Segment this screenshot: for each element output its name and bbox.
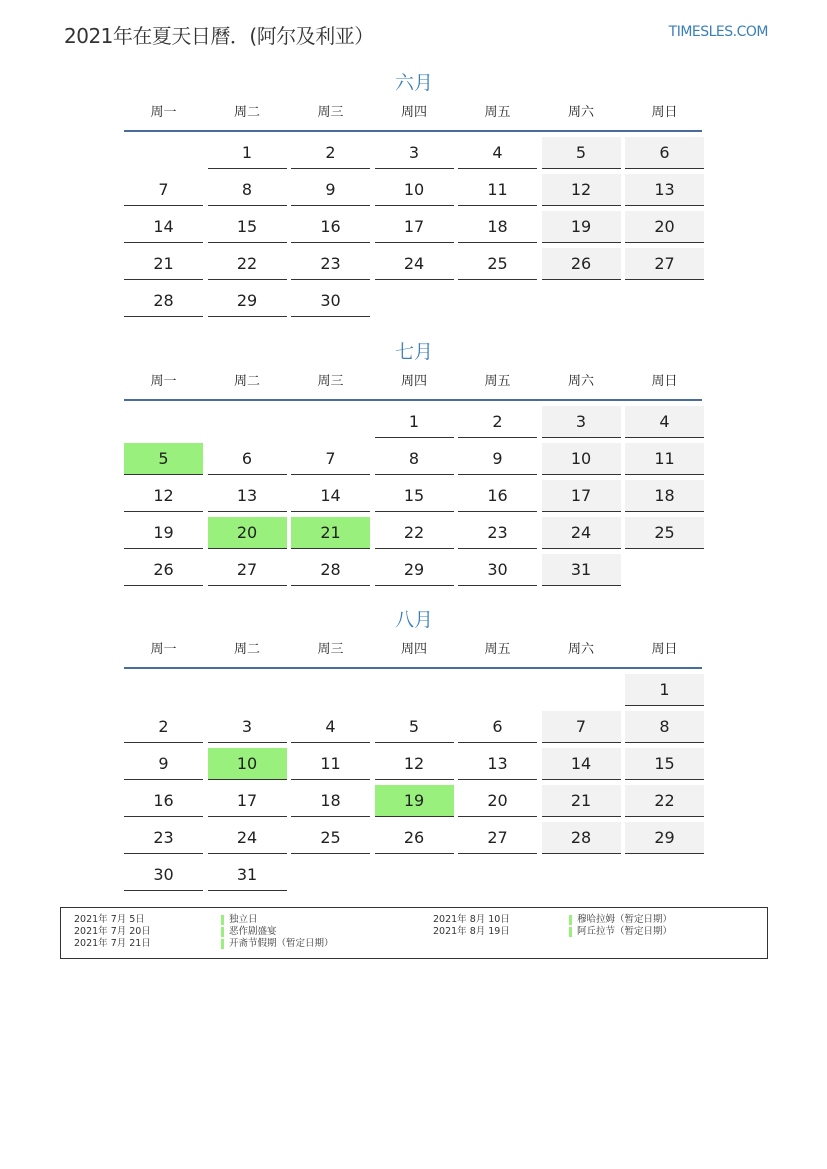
- weekday-label: 周日: [651, 642, 678, 657]
- day-cell: 3: [208, 711, 287, 743]
- weekday-label: 周五: [484, 374, 511, 389]
- day-cell: 18: [458, 211, 537, 243]
- day-cell: 12: [542, 174, 621, 206]
- legend-date: 2021年 8月 19日: [433, 926, 510, 937]
- day-cell: 13: [625, 174, 704, 206]
- month-july: [124, 337, 704, 586]
- day-cell: 19: [124, 517, 203, 549]
- month-title: 六月: [394, 72, 433, 94]
- day-cell: 4: [458, 137, 537, 169]
- day-cell: 27: [458, 822, 537, 854]
- day-cell: 22: [208, 248, 287, 280]
- holiday-marker: [569, 915, 572, 925]
- day-cell: 29: [208, 285, 287, 317]
- day-cell: 16: [458, 480, 537, 512]
- day-cell: 16: [291, 211, 370, 243]
- legend-name: 独立日: [229, 914, 258, 925]
- day-cell: 13: [458, 748, 537, 780]
- day-cell: 13: [208, 480, 287, 512]
- day-cell: 7: [291, 443, 370, 475]
- weekday-label: 周二: [233, 642, 260, 657]
- day-cell: 9: [458, 443, 537, 475]
- day-cell: 6: [208, 443, 287, 475]
- day-cell: 1: [625, 674, 704, 706]
- weekday-label: 周日: [651, 374, 678, 389]
- empty-cell: [375, 674, 454, 705]
- holiday-marker: [221, 927, 224, 937]
- empty-cell: [124, 406, 203, 437]
- day-grid: [124, 406, 704, 586]
- day-cell: 10: [375, 174, 454, 206]
- day-cell: 27: [625, 248, 704, 280]
- month-august: [124, 605, 704, 891]
- day-cell: 1: [208, 137, 287, 169]
- day-cell: 9: [291, 174, 370, 206]
- day-cell: 18: [291, 785, 370, 817]
- legend-name: 穆哈拉姆（暂定日期）: [577, 914, 673, 925]
- weekday-label: 周一: [150, 642, 177, 657]
- legend-name: 阿丘拉节（暂定日期）: [577, 926, 673, 937]
- day-cell: 25: [458, 248, 537, 280]
- legend-item: [221, 914, 258, 926]
- day-cell: 27: [208, 554, 287, 586]
- weekday-label: 周二: [233, 374, 260, 389]
- day-cell: 15: [375, 480, 454, 512]
- day-cell: 3: [375, 137, 454, 169]
- day-cell: 21: [542, 785, 621, 817]
- day-cell: 23: [291, 248, 370, 280]
- day-cell: 20: [458, 785, 537, 817]
- holiday-marker: [569, 927, 572, 937]
- day-cell: 24: [375, 248, 454, 280]
- day-cell: 20: [625, 211, 704, 243]
- day-cell: 23: [458, 517, 537, 549]
- day-cell: 31: [542, 554, 621, 586]
- day-cell: 28: [542, 822, 621, 854]
- day-cell: 23: [124, 822, 203, 854]
- day-cell: 26: [375, 822, 454, 854]
- weekday-label: 周五: [484, 642, 511, 657]
- weekday-label: 周四: [400, 374, 427, 389]
- weekday-label: 周四: [400, 642, 427, 657]
- day-cell: 4: [625, 406, 704, 438]
- weekday-label: 周六: [567, 374, 594, 389]
- day-cell: 1: [375, 406, 454, 438]
- day-cell: 11: [291, 748, 370, 780]
- holiday-day-cell: 10: [208, 748, 287, 780]
- day-cell: 8: [208, 174, 287, 206]
- legend-date: 2021年 7月 21日: [74, 938, 151, 949]
- empty-cell: [208, 674, 287, 705]
- day-cell: 4: [291, 711, 370, 743]
- day-cell: 22: [375, 517, 454, 549]
- holiday-marker: [221, 939, 224, 949]
- day-cell: 5: [542, 137, 621, 169]
- day-cell: 11: [625, 443, 704, 475]
- day-cell: 21: [124, 248, 203, 280]
- empty-cell: [542, 674, 621, 705]
- day-cell: 26: [542, 248, 621, 280]
- weekday-label: 周二: [233, 105, 260, 120]
- day-cell: 19: [542, 211, 621, 243]
- day-cell: 29: [625, 822, 704, 854]
- day-cell: 24: [208, 822, 287, 854]
- holiday-day-cell: 21: [291, 517, 370, 549]
- day-cell: 26: [124, 554, 203, 586]
- day-cell: 14: [124, 211, 203, 243]
- day-cell: 8: [375, 443, 454, 475]
- day-cell: 14: [542, 748, 621, 780]
- day-cell: 28: [291, 554, 370, 586]
- holiday-day-cell: 20: [208, 517, 287, 549]
- header-rule: [124, 130, 702, 132]
- empty-cell: [208, 406, 287, 437]
- holiday-day-cell: 19: [375, 785, 454, 817]
- day-cell: 7: [542, 711, 621, 743]
- day-cell: 7: [124, 174, 203, 206]
- weekday-label: 周六: [567, 105, 594, 120]
- empty-cell: [291, 674, 370, 705]
- day-cell: 5: [375, 711, 454, 743]
- weekday-label: 周一: [150, 105, 177, 120]
- month-title: 八月: [394, 609, 433, 631]
- month-june: [124, 68, 704, 317]
- day-cell: 30: [291, 285, 370, 317]
- day-cell: 17: [542, 480, 621, 512]
- weekday-label: 周五: [484, 105, 511, 120]
- weekday-label: 周六: [567, 642, 594, 657]
- day-cell: 12: [375, 748, 454, 780]
- legend-name: 恶作剧盛宴: [229, 926, 277, 937]
- weekday-label: 周三: [317, 105, 344, 120]
- day-cell: 25: [291, 822, 370, 854]
- weekday-header: [124, 369, 704, 395]
- empty-cell: [124, 674, 203, 705]
- day-cell: 11: [458, 174, 537, 206]
- legend-name: 开斋节假期（暂定日期）: [229, 938, 334, 949]
- day-cell: 14: [291, 480, 370, 512]
- legend-item: [221, 938, 334, 950]
- day-cell: 10: [542, 443, 621, 475]
- day-cell: 31: [208, 859, 287, 891]
- day-cell: 8: [625, 711, 704, 743]
- month-title: 七月: [394, 341, 433, 363]
- day-cell: 3: [542, 406, 621, 438]
- day-cell: 6: [625, 137, 704, 169]
- empty-cell: [291, 406, 370, 437]
- legend-date: 2021年 7月 20日: [74, 926, 151, 937]
- holiday-legend: [60, 907, 768, 959]
- legend-item: [221, 926, 277, 938]
- empty-cell: [124, 137, 203, 168]
- weekday-label: 周三: [317, 642, 344, 657]
- legend-item: [569, 914, 672, 926]
- weekday-label: 周一: [150, 374, 177, 389]
- day-cell: 2: [291, 137, 370, 169]
- day-cell: 16: [124, 785, 203, 817]
- legend-date: 2021年 7月 5日: [74, 914, 145, 925]
- day-cell: 30: [458, 554, 537, 586]
- day-cell: 24: [542, 517, 621, 549]
- day-cell: 9: [124, 748, 203, 780]
- weekday-label: 周日: [651, 105, 678, 120]
- header-rule: [124, 667, 702, 669]
- day-cell: 2: [124, 711, 203, 743]
- legend-date: 2021年 8月 10日: [433, 914, 510, 925]
- day-cell: 15: [208, 211, 287, 243]
- day-grid: [124, 137, 704, 317]
- day-cell: 22: [625, 785, 704, 817]
- header-rule: [124, 399, 702, 401]
- day-cell: 28: [124, 285, 203, 317]
- day-cell: 17: [208, 785, 287, 817]
- day-cell: 29: [375, 554, 454, 586]
- weekday-header: [124, 637, 704, 663]
- day-cell: 2: [458, 406, 537, 438]
- day-cell: 15: [625, 748, 704, 780]
- day-cell: 6: [458, 711, 537, 743]
- weekday-header: [124, 100, 704, 126]
- site-link[interactable]: TIMESLES.COM: [668, 24, 768, 40]
- day-cell: 25: [625, 517, 704, 549]
- empty-cell: [458, 674, 537, 705]
- holiday-day-cell: 5: [124, 443, 203, 475]
- day-cell: 12: [124, 480, 203, 512]
- day-cell: 18: [625, 480, 704, 512]
- weekday-label: 周三: [317, 374, 344, 389]
- weekday-label: 周四: [400, 105, 427, 120]
- page-title: 2021年在夏天日曆．(阿尔及利亚）: [64, 24, 374, 48]
- legend-item: [569, 926, 672, 938]
- day-grid: [124, 674, 704, 891]
- day-cell: 17: [375, 211, 454, 243]
- day-cell: 30: [124, 859, 203, 891]
- holiday-marker: [221, 915, 224, 925]
